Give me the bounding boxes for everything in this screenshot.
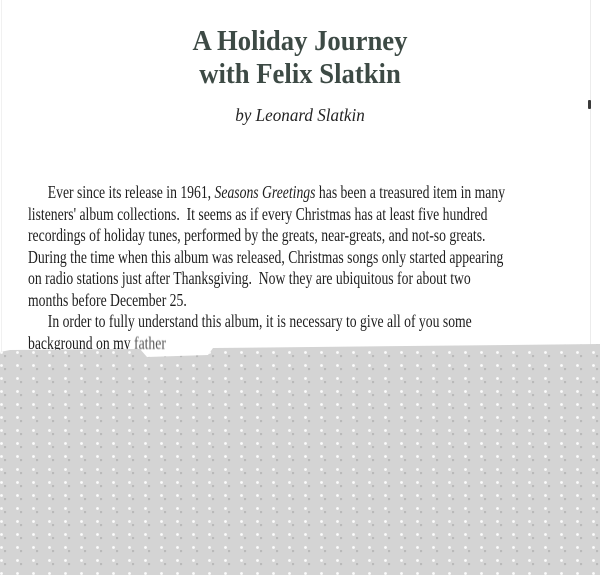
body-line: months before December 25.	[28, 289, 187, 310]
clipped-word: father	[134, 332, 166, 353]
byline: by Leonard Slatkin	[235, 105, 365, 125]
album-title-italic: Seasons Greetings	[214, 182, 316, 202]
page-title-line1: A Holiday Journey	[192, 25, 408, 57]
body-line: In order to fully understand this album, it is necessary to give all of you some	[47, 311, 472, 331]
body-text: has been a treasured item in many	[315, 182, 506, 202]
article-body	[28, 182, 600, 354]
scan-artifact-speck	[588, 100, 591, 109]
body-line: During the time when this album was released, Christmas songs only started appearing	[28, 246, 504, 267]
page-title-line2: with Felix Slatkin	[199, 58, 401, 90]
body-text: Ever since its release in 1961,	[47, 182, 215, 202]
body-line: on radio stations just after Thanksgiving. Now they are ubiquitous for about two	[28, 268, 471, 288]
body-line: listeners' album collections. It seems as if every Christmas has at least five hundred	[28, 203, 488, 224]
body-text: background on my	[28, 332, 135, 353]
body-line: recordings of holiday tunes, performed by the greats, near-greats, and not-so greats.	[28, 225, 486, 245]
page-title	[24, 25, 576, 91]
page-edge-line-left	[1, 0, 2, 352]
body-line	[28, 182, 506, 204]
